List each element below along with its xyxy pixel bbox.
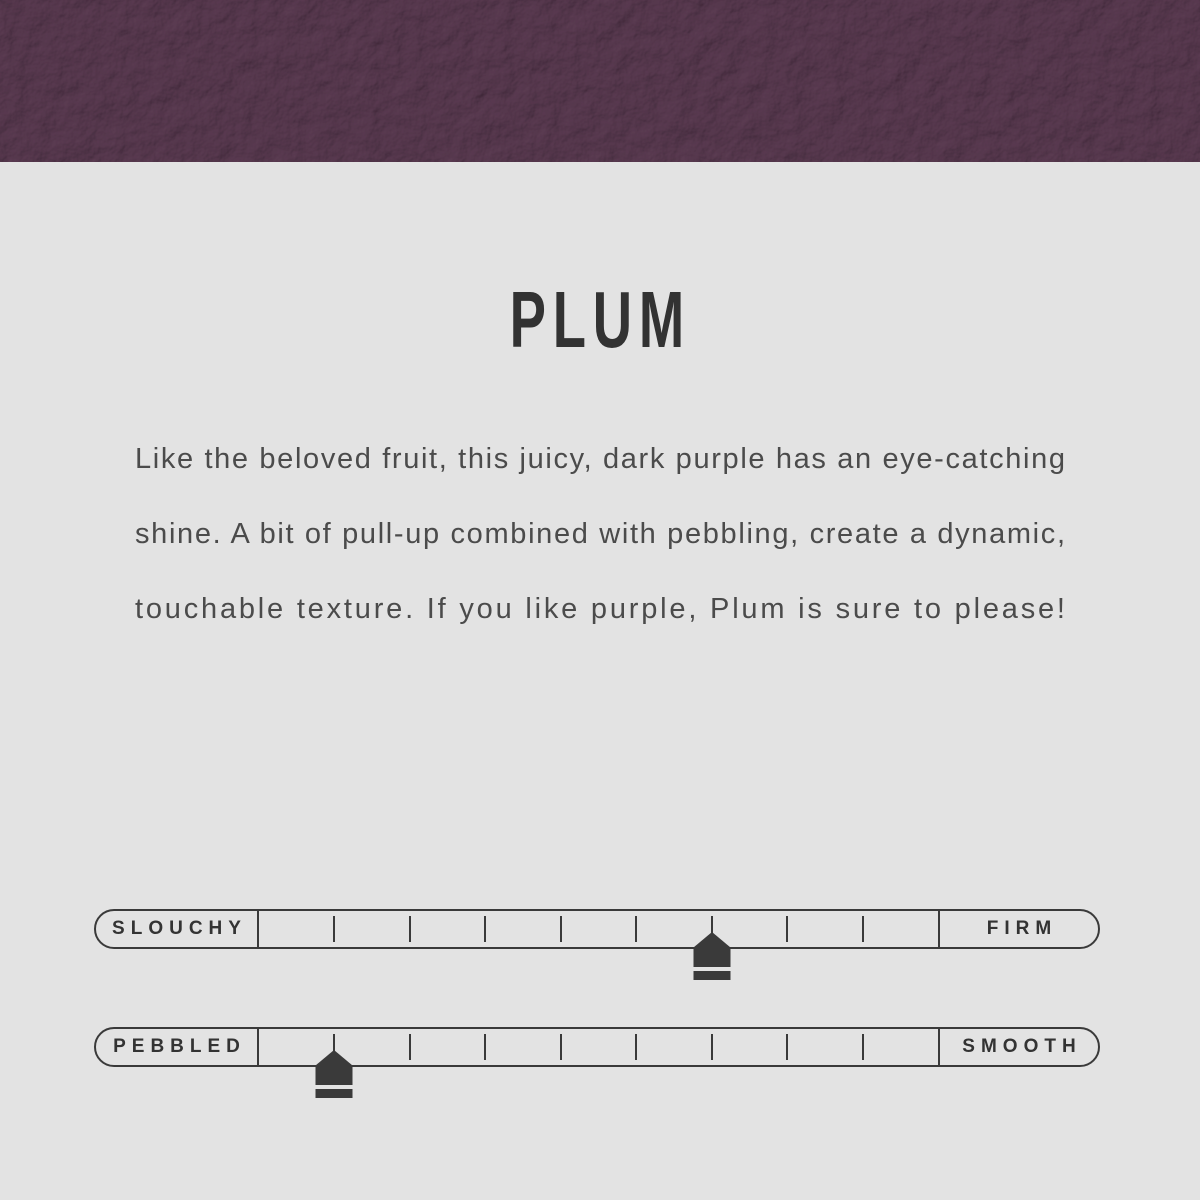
scale-pebbled-smooth [94,1027,1100,1067]
leather-texture-image [0,0,1200,162]
scale-tick [711,916,713,942]
scale-label-firm: FIRM [986,918,1058,939]
scale-label-smooth: SMOOTH [962,1036,1082,1057]
scale-track-pebbled-smooth [257,1029,940,1065]
scale-label-pebbled: PEBBLED [113,1036,246,1057]
scale-tick [484,916,486,942]
scale-tick [560,1034,562,1060]
description-line-2 [135,494,1065,569]
leather-texture-fill [0,0,1200,162]
description-line-3 [135,569,1065,644]
scale-tick [484,1034,486,1060]
scale-tick [560,916,562,942]
scale-label-slouchy: SLOUCHY [112,918,247,939]
color-title: PLUM [509,275,691,364]
leather-swatch-photo [0,0,1200,162]
description-line-2-text: shine. A bit of pull-up combined with pebbling, create a dynamic, [135,518,1065,550]
scale-tick [635,1034,637,1060]
scale-slouchy-firm [94,909,1100,949]
description-line-3-text: touchable texture. If you like purple, Plum is sure to please! [135,593,1065,625]
scale-tick [862,916,864,942]
description-line-1-text: Like the beloved fruit, this juicy, dark purple has an eye-catching [135,443,1065,475]
scale-tick [635,916,637,942]
scale-tick [786,1034,788,1060]
scale-tick [333,1034,335,1060]
scale-tick [409,1034,411,1060]
scale-track-slouchy-firm [257,911,940,947]
scale-tick [333,916,335,942]
scale-tick [862,1034,864,1060]
scale-tick [711,1034,713,1060]
scale-tick [409,916,411,942]
title-row [0,275,1200,364]
color-description [135,419,1065,644]
scale-tick [786,916,788,942]
description-line-1 [135,419,1065,494]
